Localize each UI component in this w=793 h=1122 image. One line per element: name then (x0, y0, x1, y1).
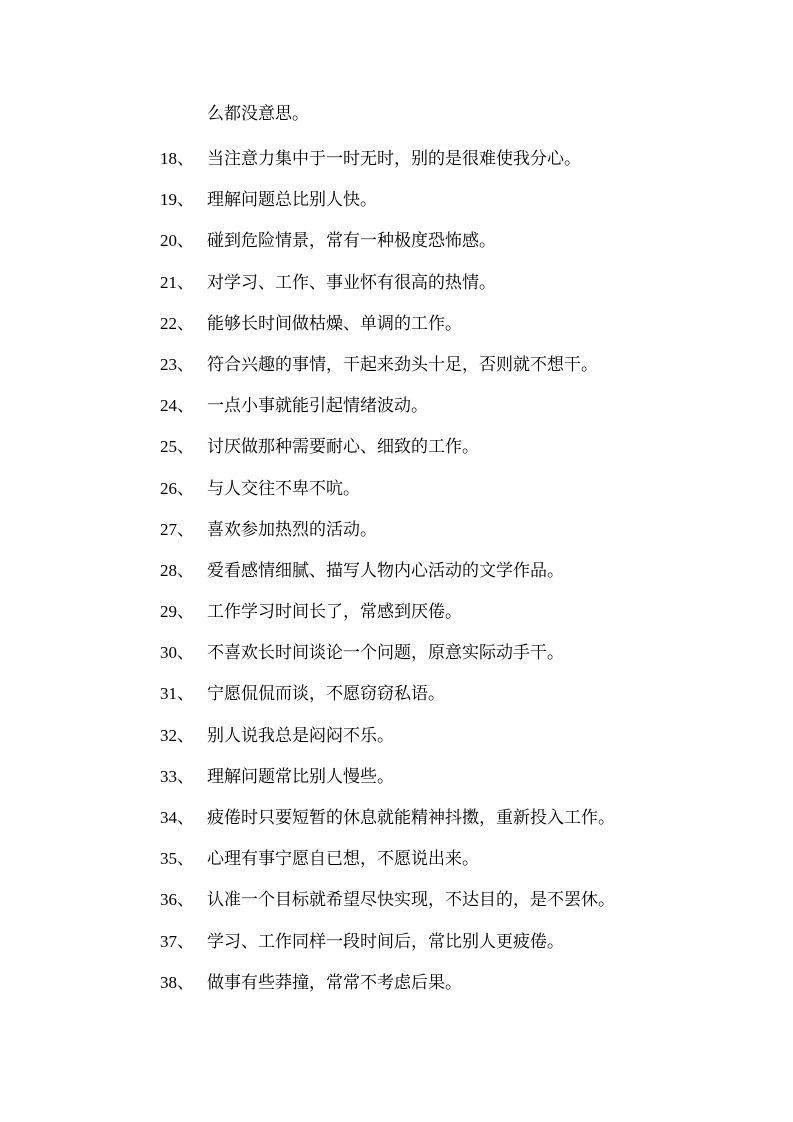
question-text: 不喜欢长时间谈论一个问题，原意实际动手干。 (207, 643, 564, 664)
continuation-text: 么都没意思。 (207, 104, 309, 124)
question-number: 37、 (160, 931, 194, 951)
question-number: 32、 (160, 725, 194, 745)
question-item (0, 846, 793, 887)
question-text: 学习、工作同样一段时间后，常比别人更疲倦。 (207, 931, 564, 952)
question-item (0, 311, 793, 352)
question-number: 33、 (160, 766, 194, 786)
question-text: 心理有事宁愿自已想，不愿说出来。 (207, 849, 479, 870)
question-number: 24、 (160, 396, 194, 416)
question-item (0, 476, 793, 517)
question-number: 38、 (160, 972, 194, 992)
question-number: 30、 (160, 643, 194, 663)
question-text: 工作学习时间长了，常感到厌倦。 (207, 602, 462, 623)
question-number: 28、 (160, 560, 194, 580)
question-text: 认准一个目标就希望尽快实现，不达目的，是不罢休。 (207, 890, 615, 911)
question-item (0, 764, 793, 805)
question-item (0, 640, 793, 681)
question-text: 喜欢参加热烈的活动。 (207, 519, 377, 540)
question-number: 20、 (160, 231, 194, 251)
question-item (0, 352, 793, 393)
question-text: 理解问题总比别人快。 (207, 190, 377, 211)
question-item (0, 599, 793, 640)
question-item (0, 887, 793, 928)
question-text: 爱看感情细腻、描写人物内心活动的文学作品。 (207, 560, 564, 581)
question-text: 对学习、工作、事业怀有很高的热情。 (207, 272, 496, 293)
question-text: 当注意力集中于一时无时，别的是很难使我分心。 (207, 149, 581, 169)
question-number: 25、 (160, 437, 194, 457)
question-number: 29、 (160, 602, 194, 622)
question-item (0, 805, 793, 846)
question-item (0, 723, 793, 764)
question-item (0, 929, 793, 970)
question-text: 能够长时间做枯燥、单调的工作。 (207, 313, 462, 334)
question-number: 21、 (160, 272, 194, 292)
question-item (0, 517, 793, 558)
question-number: 18、 (160, 149, 194, 168)
question-text: 碰到危险情景，常有一种极度恐怖感。 (207, 231, 496, 252)
question-list (0, 146, 793, 1011)
question-text: 做事有些莽撞，常常不考虑后果。 (207, 972, 462, 993)
question-number: 27、 (160, 519, 194, 539)
question-text: 与人交往不卑不吭。 (207, 478, 360, 499)
question-number: 19、 (160, 190, 194, 210)
question-text: 疲倦时只要短暂的休息就能精神抖擞，重新投入工作。 (207, 808, 615, 828)
question-text: 符合兴趣的事情，干起来劲头十足，否则就不想干。 (207, 354, 598, 375)
question-number: 36、 (160, 890, 194, 910)
question-number: 34、 (160, 808, 194, 827)
question-item (0, 146, 793, 187)
question-text: 别人说我总是闷闷不乐。 (207, 725, 394, 746)
question-number: 22、 (160, 313, 194, 333)
question-item (0, 681, 793, 722)
question-number: 23、 (160, 354, 194, 374)
question-text: 宁愿侃侃而谈，不愿窃窃私语。 (207, 684, 445, 705)
question-item (0, 558, 793, 599)
question-item (0, 270, 793, 311)
question-number: 31、 (160, 684, 194, 704)
question-item (0, 393, 793, 434)
question-item (0, 970, 793, 1011)
question-text: 一点小事就能引起情绪波动。 (207, 396, 428, 417)
question-item (0, 187, 793, 228)
question-text: 理解问题常比别人慢些。 (207, 766, 394, 787)
question-number: 26、 (160, 478, 194, 498)
question-number: 35、 (160, 849, 194, 869)
question-item (0, 228, 793, 269)
question-item (0, 434, 793, 475)
question-text: 讨厌做那种需要耐心、细致的工作。 (207, 437, 479, 458)
